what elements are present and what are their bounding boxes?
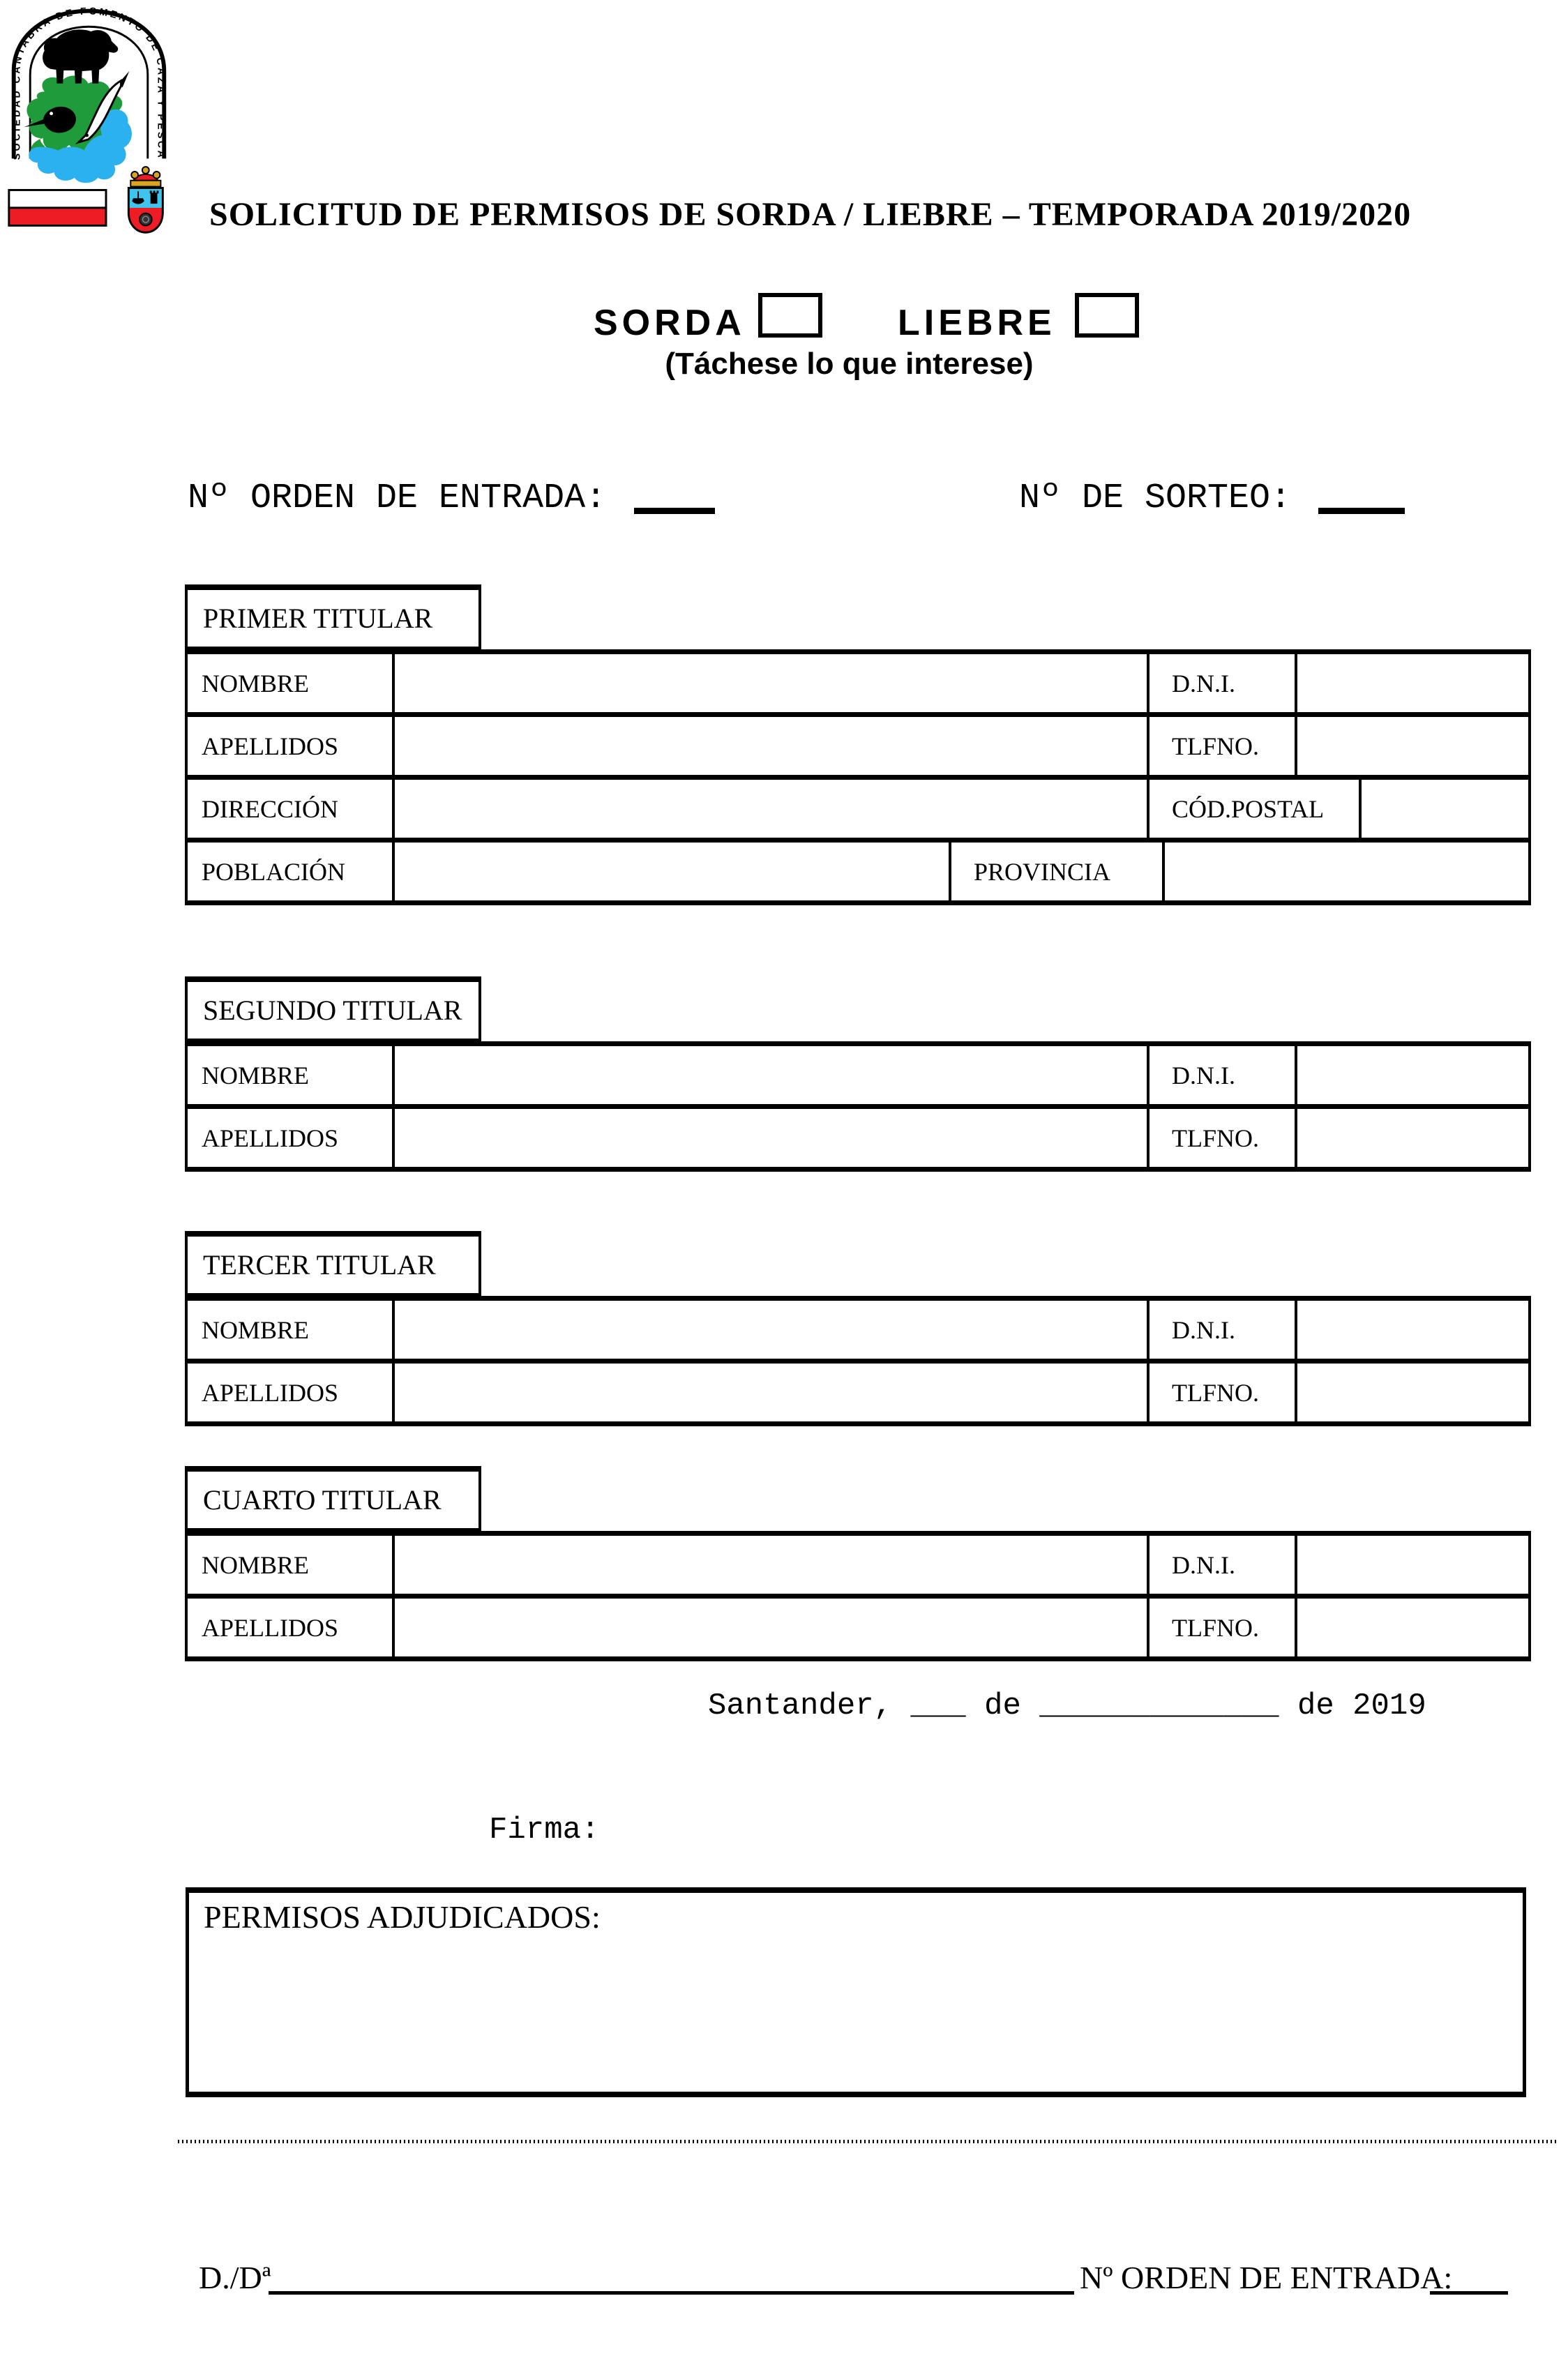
logo-arc-text: SOCIEDAD CANTABRA DE FOMENTO DE CAZA Y PESCA — [11, 6, 167, 160]
holder-section-3 — [185, 1231, 1531, 1426]
page-title: SOLICITUD DE PERMISOS DE SORDA / LIEBRE – TEMPORADA 2019/2020 — [209, 196, 1412, 233]
dni-label: D.N.I. — [1149, 654, 1297, 712]
nombre-label: NOMBRE — [188, 1046, 395, 1104]
tlfno-label: TLFNO. — [1149, 1364, 1297, 1421]
footer-entry-order-blank[interactable] — [1430, 2262, 1508, 2295]
provincia-label: PROVINCIA — [951, 843, 1165, 900]
apellidos-label: APELLIDOS — [188, 1599, 395, 1656]
poblacion-input[interactable] — [395, 843, 951, 900]
boar-illustration — [43, 29, 118, 83]
tlfno-input[interactable] — [1297, 1109, 1531, 1167]
signature-label: Firma: — [489, 1813, 600, 1848]
apellidos-input[interactable] — [395, 717, 1149, 775]
shield-icon — [128, 188, 163, 233]
cod-postal-input[interactable] — [1362, 780, 1531, 838]
dni-input[interactable] — [1297, 654, 1531, 712]
raffle-number-blank[interactable] — [1318, 480, 1405, 514]
dni-input[interactable] — [1297, 1536, 1531, 1594]
apellidos-label: APELLIDOS — [188, 1364, 395, 1421]
nombre-label: NOMBRE — [188, 1536, 395, 1594]
date-line: Santander, ___ de _____________ de 2019 — [708, 1689, 1426, 1723]
liebre-label: LIEBRE — [898, 303, 1056, 343]
section-title: SEGUNDO TITULAR — [185, 976, 481, 1041]
nombre-input[interactable] — [395, 1046, 1149, 1104]
dni-input[interactable] — [1297, 1046, 1531, 1104]
direccion-input[interactable] — [395, 780, 1149, 838]
tlfno-label: TLFNO. — [1149, 717, 1297, 775]
table-row — [185, 1531, 1531, 1594]
footer-name-blank[interactable] — [269, 2262, 1074, 2295]
tlfno-input[interactable] — [1297, 1599, 1531, 1656]
table-row — [185, 649, 1531, 712]
provincia-input[interactable] — [1165, 843, 1531, 900]
holder-section-4 — [185, 1466, 1531, 1661]
section-title: PRIMER TITULAR — [185, 584, 481, 649]
poblacion-label: POBLACIÓN — [188, 843, 395, 900]
apellidos-input[interactable] — [395, 1364, 1149, 1421]
cut-dotted-line — [178, 2140, 1558, 2143]
species-instruction: (Táchese lo que interese) — [665, 347, 1034, 381]
liebre-checkbox[interactable] — [1075, 293, 1139, 338]
table-row — [185, 1296, 1531, 1359]
apellidos-label: APELLIDOS — [188, 1109, 395, 1167]
section-title: CUARTO TITULAR — [185, 1466, 481, 1531]
coat-of-arms — [128, 167, 163, 232]
raffle-number-label: Nº DE SORTEO: — [1019, 478, 1292, 518]
dni-label: D.N.I. — [1149, 1046, 1297, 1104]
table-row — [185, 1594, 1531, 1656]
nombre-input[interactable] — [395, 1301, 1149, 1359]
table-row — [185, 1104, 1531, 1167]
section-title: TERCER TITULAR — [185, 1231, 481, 1296]
dni-input[interactable] — [1297, 1301, 1531, 1359]
tlfno-input[interactable] — [1297, 717, 1531, 775]
cantabria-flag — [9, 190, 106, 225]
entry-order-blank[interactable] — [634, 480, 715, 514]
permits-box — [186, 1887, 1526, 2097]
sorda-label: SORDA — [594, 303, 746, 343]
entry-order-label: Nº ORDEN DE ENTRADA: — [188, 478, 607, 518]
table-row — [185, 1359, 1531, 1421]
permits-label: PERMISOS ADJUDICADOS: — [204, 1899, 601, 1935]
holder-section-2 — [185, 976, 1531, 1172]
nombre-input[interactable] — [395, 1536, 1149, 1594]
table-row — [185, 712, 1531, 775]
table-row — [185, 838, 1531, 900]
crown-icon — [130, 167, 160, 186]
footer-name-label: D./Dª — [199, 2260, 271, 2295]
tlfno-label: TLFNO. — [1149, 1109, 1297, 1167]
apellidos-input[interactable] — [395, 1109, 1149, 1167]
apellidos-input[interactable] — [395, 1599, 1149, 1656]
dni-label: D.N.I. — [1149, 1301, 1297, 1359]
nombre-input[interactable] — [395, 654, 1149, 712]
apellidos-label: APELLIDOS — [188, 717, 395, 775]
tlfno-label: TLFNO. — [1149, 1599, 1297, 1656]
flag-red-stripe — [9, 208, 106, 225]
tlfno-input[interactable] — [1297, 1364, 1531, 1421]
table-row — [185, 775, 1531, 838]
cod-postal-label: CÓD.POSTAL — [1149, 780, 1362, 838]
permits-input-area[interactable] — [193, 1935, 1519, 2088]
table-row — [185, 1041, 1531, 1104]
nombre-label: NOMBRE — [188, 654, 395, 712]
nombre-label: NOMBRE — [188, 1301, 395, 1359]
direccion-label: DIRECCIÓN — [188, 780, 395, 838]
dni-label: D.N.I. — [1149, 1536, 1297, 1594]
holder-section-1 — [185, 584, 1531, 905]
sorda-checkbox[interactable] — [758, 293, 822, 338]
club-logo — [3, 3, 174, 237]
flag-white-stripe — [9, 190, 106, 207]
footer-entry-order-label: Nº ORDEN DE ENTRADA: — [1080, 2260, 1453, 2295]
